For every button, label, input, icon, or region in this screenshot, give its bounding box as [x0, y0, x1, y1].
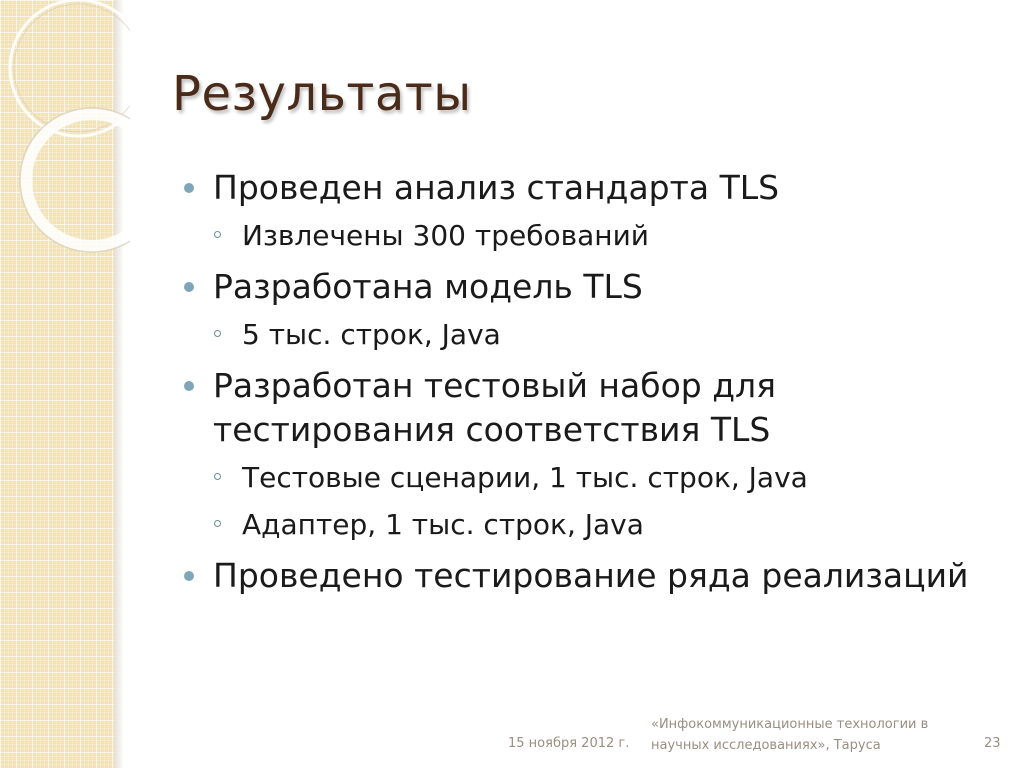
bullet-dot-icon [184, 282, 194, 292]
bullet-text: Тестовые сценарии, 1 тыс. строк, Java [242, 461, 808, 494]
sub-bullet-item [184, 216, 984, 256]
page-number: 23 [984, 736, 1001, 751]
bullet-item [184, 554, 984, 598]
sub-bullet-circle-icon [214, 473, 221, 480]
sub-bullet-circle-icon [214, 231, 221, 238]
bullet-item [184, 265, 984, 309]
sub-bullet-circle-icon [214, 520, 221, 527]
sub-bullet-item [184, 315, 984, 355]
bullet-text: Разработана модель TLS [213, 267, 643, 306]
slide-title: Результаты [172, 66, 472, 122]
bullet-text: Проведен анализ стандарта TLS [213, 168, 780, 207]
sub-bullet-circle-icon [214, 330, 221, 337]
footer-event: «Инфокоммуникационные технологии в научных исследованиях», Таруса [651, 717, 929, 753]
sub-bullet-item [184, 505, 984, 545]
bullet-text: Извлечены 300 требований [242, 219, 649, 252]
decorative-rings-icon [0, 0, 130, 260]
bullet-text: Разработан тестовый набор для тестирования соответствия TLS [213, 366, 776, 449]
footer-date: 15 ноября 2012 г. [508, 736, 630, 751]
sub-bullet-item [184, 458, 984, 498]
bullet-text: Адаптер, 1 тыс. строк, Java [242, 508, 644, 541]
bullet-text: Проведено тестирование ряда реализаций [213, 556, 969, 595]
bullet-text: 5 тыс. строк, Java [242, 318, 501, 351]
bullet-dot-icon [184, 381, 194, 391]
bullet-item [184, 364, 984, 452]
bullet-dot-icon [184, 571, 194, 581]
bullet-dot-icon [184, 183, 194, 193]
bullet-item [184, 166, 984, 210]
bullet-list [184, 166, 984, 606]
